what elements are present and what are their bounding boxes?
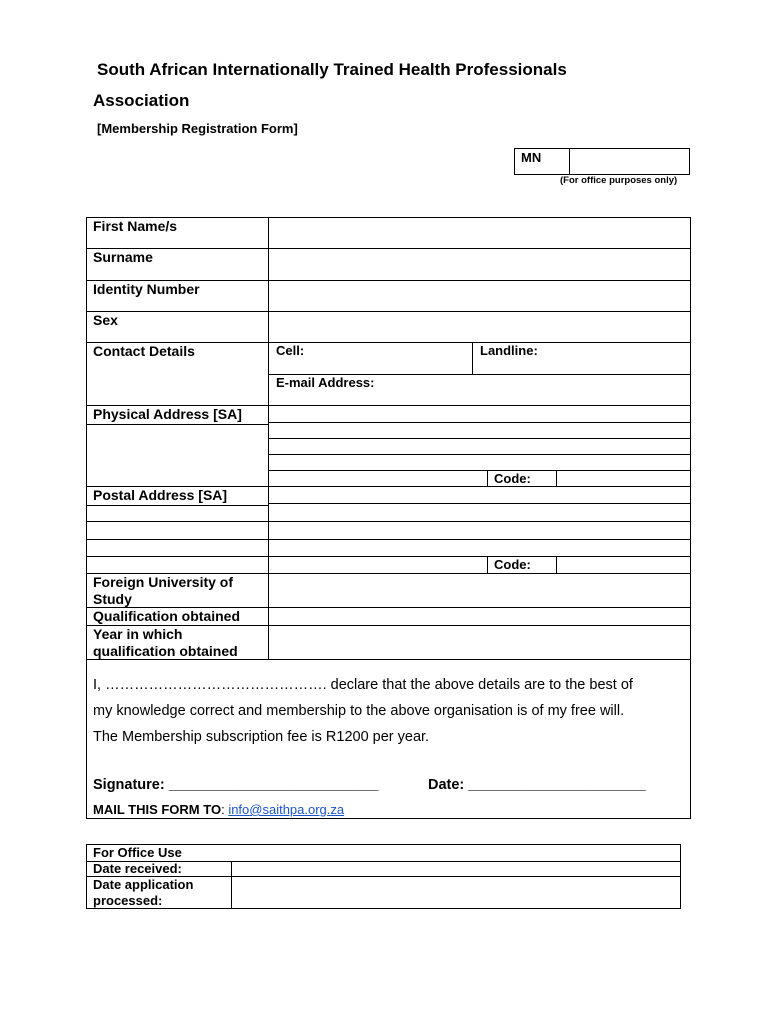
identity-number-field[interactable] (270, 282, 689, 310)
physical-address-label: Physical Address [SA] (93, 406, 242, 422)
postal-code-label: Code: (494, 557, 531, 572)
sex-field[interactable] (270, 313, 689, 341)
postal-address-field[interactable] (270, 488, 689, 555)
year-qualification-label: Year in which qualification obtained (93, 626, 238, 659)
mn-field[interactable] (571, 150, 688, 173)
form-title-line2: Association (93, 91, 190, 110)
year-qualification-field[interactable] (270, 627, 689, 658)
date-received-label: Date received: (93, 861, 182, 876)
date-received-field[interactable] (233, 862, 679, 875)
qualification-field[interactable] (270, 609, 689, 624)
landline-label: Landline: (480, 343, 538, 358)
foreign-university-label: Foreign University of Study (93, 574, 234, 607)
declaration-line-3: The Membership subscription fee is R1200 per year. (93, 729, 430, 745)
mn-label: MN (521, 150, 542, 165)
contact-details-label: Contact Details (93, 343, 195, 359)
mail-label: MAIL THIS FORM TO (93, 802, 222, 817)
declaration-line-2: my knowledge correct and membership to the above organisation is of my free will. (93, 703, 625, 719)
first-name-label: First Name/s (93, 218, 178, 234)
signature-line[interactable]: Signature: __________________________ (93, 777, 379, 793)
first-name-field[interactable] (270, 219, 689, 247)
landline-field[interactable] (545, 344, 689, 373)
foreign-university-field[interactable] (270, 575, 689, 606)
email-label: E-mail Address: (276, 375, 375, 390)
declaration-line-1: I, ………………………………………. declare that the above details are to the best of (93, 677, 633, 693)
email-field[interactable] (388, 376, 689, 404)
sex-label: Sex (93, 312, 118, 328)
surname-field[interactable] (270, 250, 689, 279)
qualification-label: Qualification obtained (93, 608, 241, 624)
physical-code-field[interactable] (558, 471, 689, 486)
mail-instruction (93, 802, 344, 817)
office-use-heading: For Office Use (93, 845, 182, 860)
form-title: South African Internationally Trained Health Professionals (97, 60, 567, 79)
physical-address-field[interactable] (270, 407, 689, 469)
physical-code-label: Code: (494, 471, 531, 486)
identity-number-label: Identity Number (93, 281, 200, 297)
cell-label: Cell: (276, 343, 305, 358)
postal-address-label: Postal Address [SA] (93, 487, 228, 503)
date-processed-label: Date application processed: (93, 877, 194, 908)
form-subtitle: [Membership Registration Form] (97, 121, 298, 136)
date-processed-field[interactable] (233, 878, 679, 908)
date-line[interactable]: Date: ______________________ (428, 777, 646, 793)
surname-label: Surname (93, 249, 153, 265)
cell-field[interactable] (310, 344, 470, 373)
mail-email-link[interactable]: info@saithpa.org.za (228, 802, 345, 817)
postal-code-field[interactable] (558, 557, 689, 572)
office-purposes-note: (For office purposes only) (560, 175, 678, 186)
mail-separator: : (221, 802, 229, 817)
